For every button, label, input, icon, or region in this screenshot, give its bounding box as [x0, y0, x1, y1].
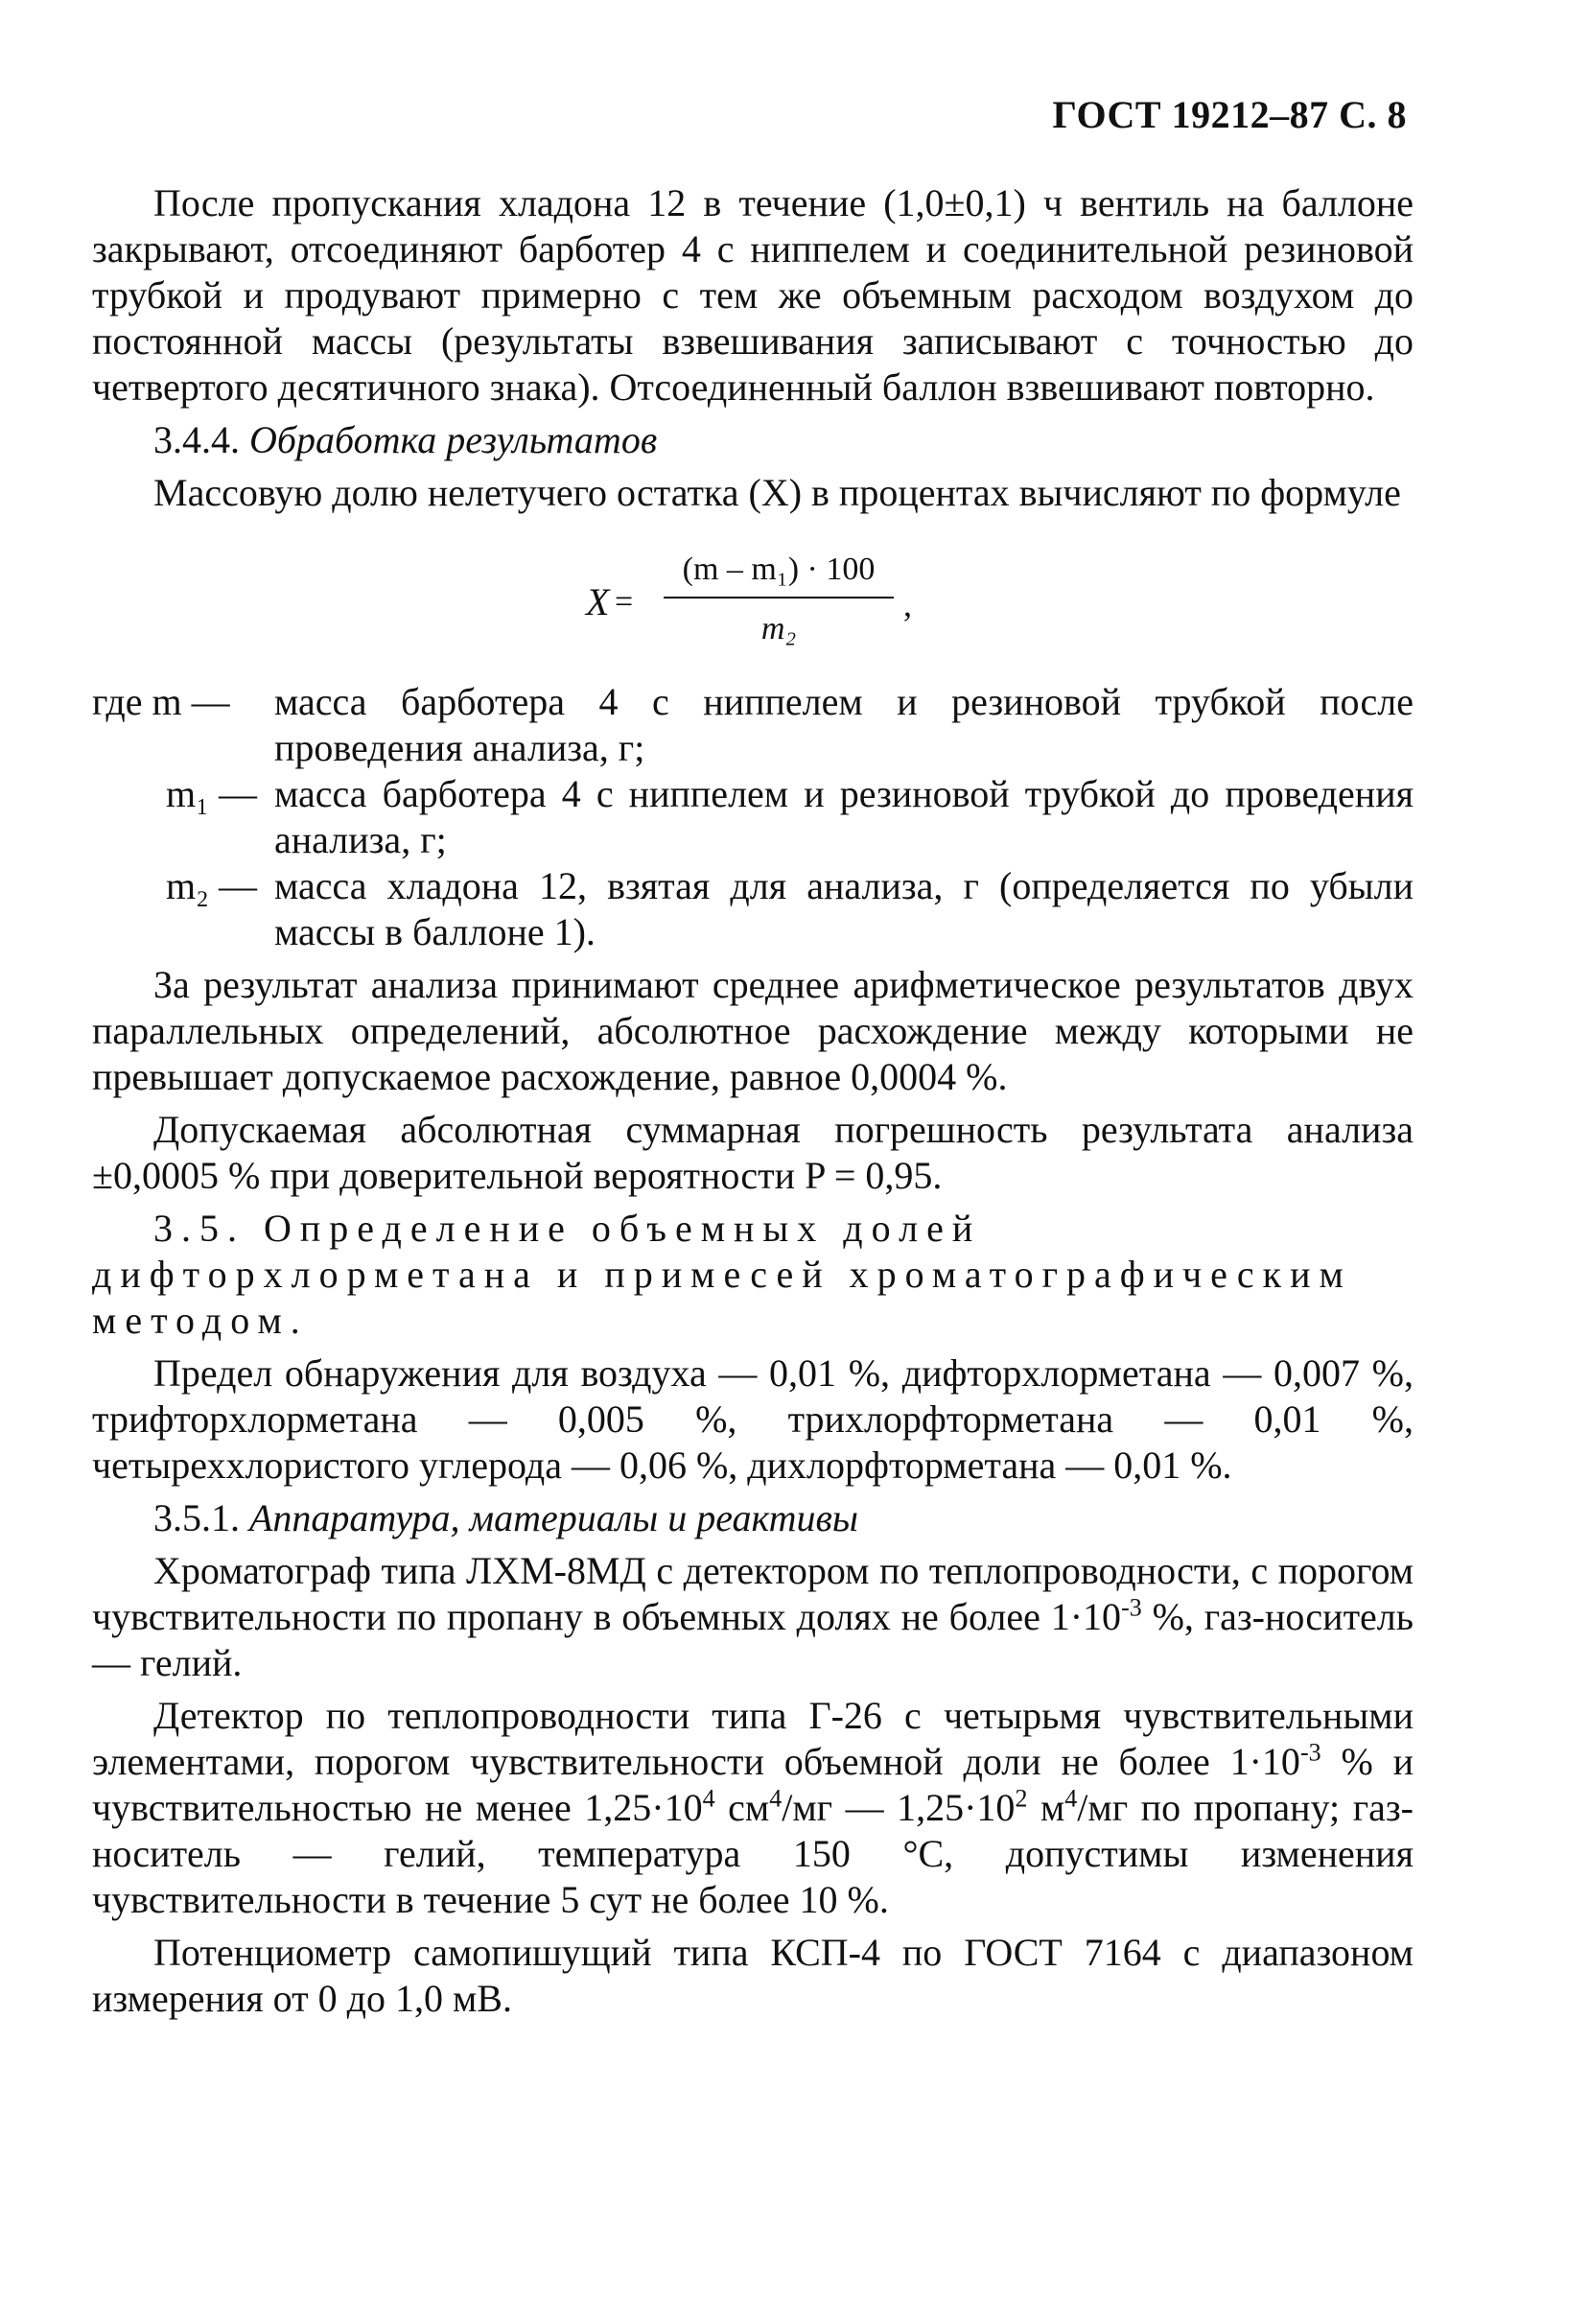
section-3-5-1-heading: [92, 1495, 1414, 1541]
page-header: ГОСТ 19212–87 С. 8: [1052, 93, 1407, 136]
text-run: Хроматограф типа ЛХМ-8МД с детектором по теплопроводности, с порогом чувствительности по пропану в объемных долях не более 1·10: [92, 1549, 1414, 1638]
paragraph-potentiometer: Потенциометр самопишущий типа КСП-4 по ГОСТ 7164 с диапазоном измерения от 0 до 1,0 мВ.: [92, 1931, 1414, 2020]
exponent: 4: [769, 1784, 783, 1813]
exponent: 4: [702, 1784, 715, 1813]
exponent: -3: [1299, 1738, 1321, 1767]
paragraph-result: За результат анализа принимают среднее арифметическое результатов двух параллельных определений, абсолютное расхождение между которыми не превышает допускаемое расхождение, равное 0,0004 %.: [92, 963, 1414, 1098]
text-run: /мг — 1,25·10: [782, 1786, 1016, 1829]
exponent: -3: [1121, 1593, 1142, 1622]
definition-item: [92, 679, 1414, 771]
formula-numerator: (m – m₁) · 100: [682, 552, 876, 587]
definition-desc: масса хладона 12, взятая для анализа, г (определяется по убыли массы в баллоне 1).: [274, 864, 1414, 953]
definition-term: m₁ —: [165, 772, 257, 815]
text-run: %, газ-носитель — гелий.: [92, 1595, 1414, 1684]
paragraph-detection-limit: Предел обнаружения для воздуха — 0,01 %, дифторхлорметана — 0,007 %, трифторхлорметана — 0,005 %, трихлорфторметана — 0,01 %, четыреххлористого углерода — 0,06 %, дихлорфторметана — 0,01 %.: [92, 1351, 1414, 1487]
formula-denominator: m₂: [760, 611, 797, 646]
text-run: Детектор по теплопроводности типа Г-26 с четырьмя чувствительными элементами, порогом чувствительности объемной доли не более 1·10: [92, 1694, 1414, 1783]
section-title: Обработка результатов: [249, 418, 658, 461]
fraction-bar: [664, 597, 894, 599]
text-run: % и чувствительностью не менее 1,25·10: [92, 1740, 1414, 1829]
definition-item: [92, 771, 1414, 863]
definitions-list: [92, 679, 1414, 955]
formula-comma: ,: [903, 585, 912, 623]
section-number: 3.4.4.: [153, 418, 240, 461]
section-3-5-heading: 3.5. Определение объемных долей дифторхлорметана и примесей хроматографическим методом.: [92, 1207, 1352, 1342]
exponent: 2: [1015, 1784, 1028, 1813]
definition-desc: масса барботера 4 с ниппелем и резиновой трубкой до проведения анализа, г;: [274, 772, 1414, 861]
paragraph-error: Допускаемая абсолютная суммарная погрешность результата анализа ±0,0005 % при доверительной вероятности P = 0,95.: [92, 1108, 1414, 1197]
text-run: см: [714, 1786, 770, 1829]
definition-term: m₂ —: [165, 864, 257, 907]
definition-term: где m —: [92, 680, 230, 723]
paragraph-after-flow: После пропускания хладона 12 в течение (1,0±0,1) ч вентиль на баллоне закрывают, отсоединяют барботер 4 с ниппелем и соединительной резиновой трубкой и продувают примерно с тем же объемным расходом воздухом до постоянной массы (результаты взвешивания записывают с точностью до четвертого десятичного знака). Отсоединенный баллон взвешивают повторно.: [92, 181, 1414, 409]
definition-item: [92, 863, 1414, 955]
section-title: Аппаратура, материалы и реактивы: [249, 1496, 858, 1539]
formula-equals: =: [615, 584, 634, 620]
section-number: 3.5.1.: [153, 1496, 240, 1539]
document-body: [92, 180, 1414, 2022]
paragraph-chromatograph: [92, 1548, 1414, 1686]
exponent: 4: [1064, 1784, 1078, 1813]
paragraph-detector: [92, 1693, 1414, 1923]
paragraph-mass-fraction: Массовую долю нелетучего остатка (X) в процентах вычисляют по формуле: [153, 471, 1401, 514]
text-run: /мг по пропану; газ-носитель — гелий, температура 150 °С, допустимы изменения чувствительности в течение 5 сут не более 10 %.: [92, 1786, 1414, 1921]
formula-lhs: X: [586, 580, 610, 623]
text-run: м: [1027, 1786, 1065, 1829]
formula-block: [92, 541, 1414, 662]
section-3-4-4-heading: [92, 417, 1414, 463]
definition-desc: масса барботера 4 с ниппелем и резиновой трубкой после проведения анализа, г;: [274, 680, 1414, 769]
